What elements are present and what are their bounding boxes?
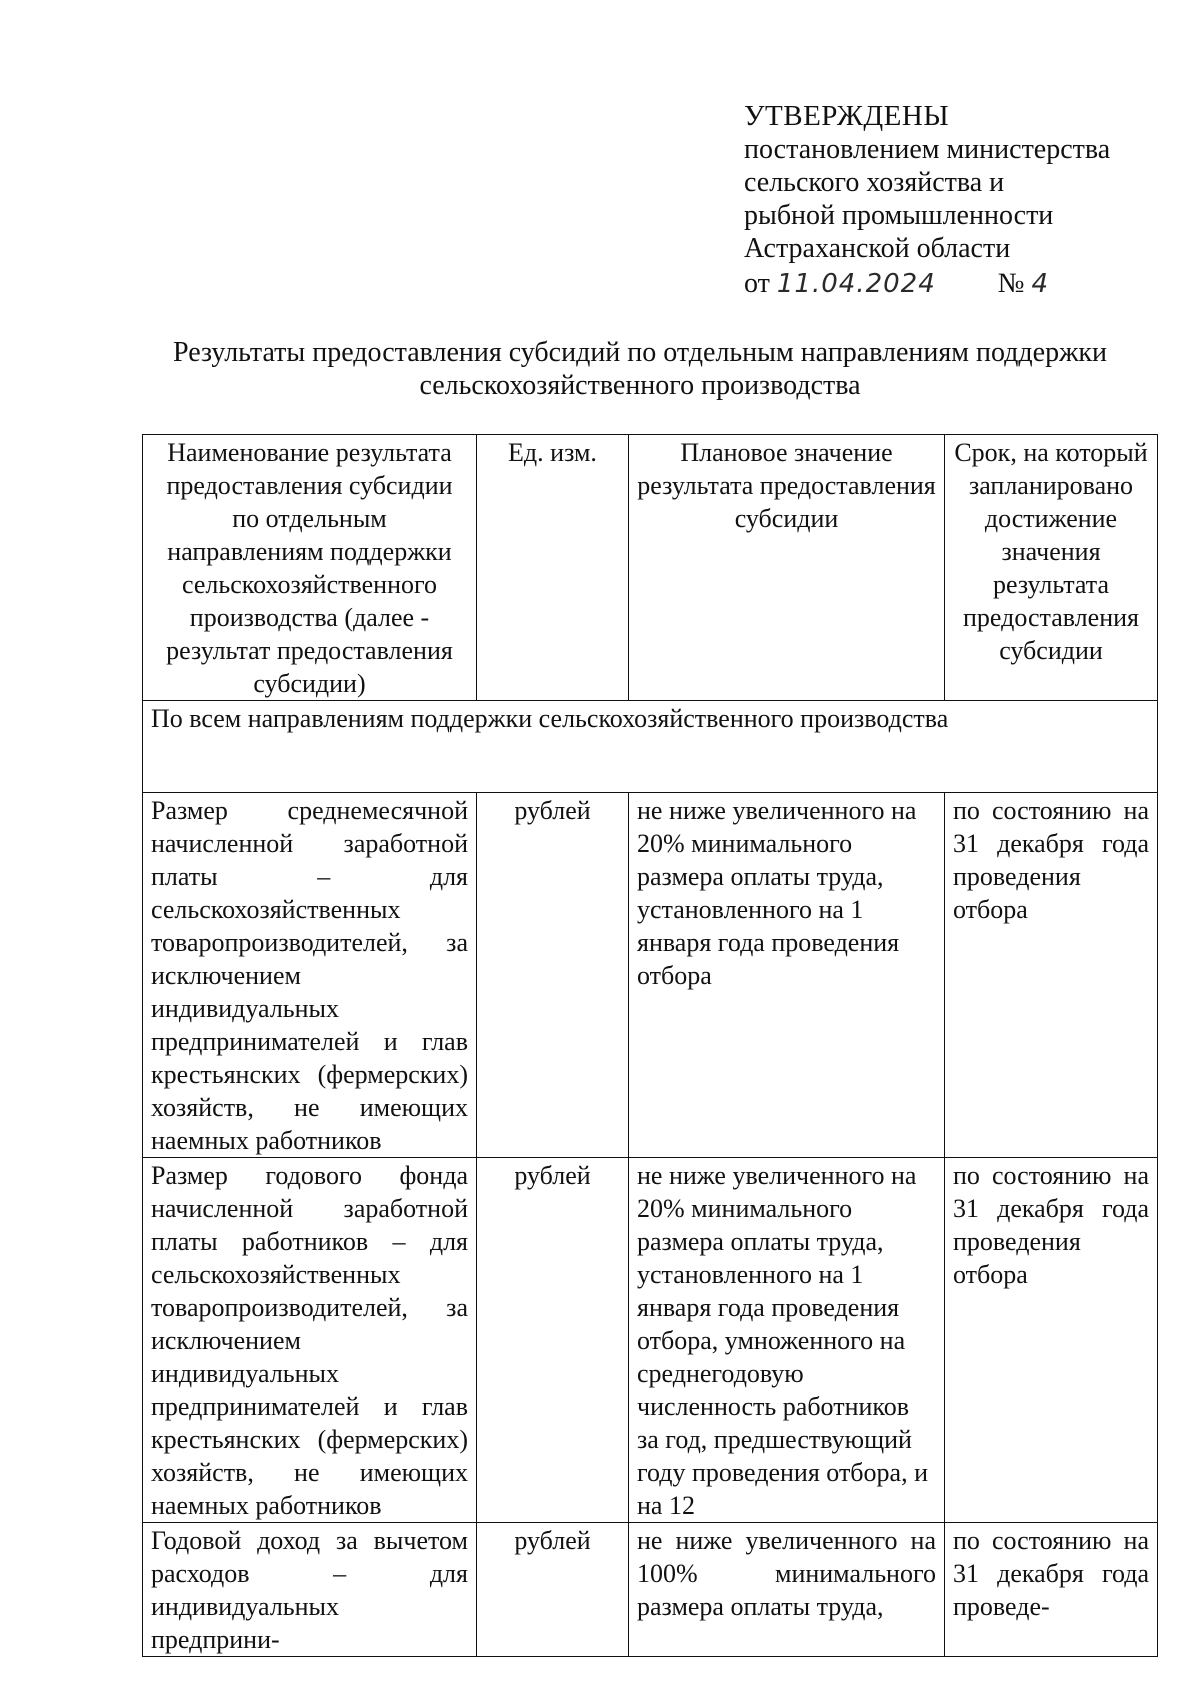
row-result-name: Годовой доход за вычетом расходов – для индивидуальных предприни- <box>143 1523 477 1657</box>
results-table <box>142 434 1158 1657</box>
approval-line: рыбной промышленности <box>744 200 1054 231</box>
row-plan-value: не ниже увеличенного на 100% минимального размера оплаты труда, <box>629 1523 945 1657</box>
handwritten-number: 4 <box>1031 269 1050 299</box>
approval-date-line <box>744 267 1110 301</box>
row-unit: рублей <box>477 1523 629 1657</box>
table-row <box>143 1158 1158 1523</box>
date-prefix: от <box>744 268 770 299</box>
approval-line: постановлением министерства <box>744 134 1111 165</box>
row-term: по состоянию на 31 декабря года проведения отбора <box>945 1158 1158 1523</box>
section-title: По всем направлениям поддержки сельскохозяйственного производства <box>143 701 1158 793</box>
handwritten-date: 11.04.2024 <box>776 269 936 299</box>
row-unit: рублей <box>477 793 629 1158</box>
document-title-line-1: Результаты предоставления субсидий по отдельным направлениям поддержки <box>172 337 1108 368</box>
table-row <box>143 1523 1158 1657</box>
row-result-name: Размер среднемесячной начисленной заработной платы – для сельскохозяйственных товаропроизводителей, за исключением индивидуальных предпринимателей и глав крестьянских (фермерских) хозяйств, не имеющих наемных работников <box>143 793 477 1158</box>
header-result-name: Наименование результата предоставления субсидии по отдельным направлениям поддержки сельскохозяйственного производства (далее - результат предоставления субсидии) <box>143 435 477 701</box>
row-plan-value: не ниже увеличенного на 20% минимального размера оплаты труда, установленного на 1 января года проведения отбора, умноженного на среднегодовую численность работников за год, предшествующий году проведения отбора, и на 12 <box>629 1158 945 1523</box>
document-title-line-2: сельскохозяйственного производства <box>419 370 861 401</box>
approval-line: сельского хозяйства и <box>744 167 1005 198</box>
row-term: по состоянию на 31 декабря года проведения отбора <box>945 793 1158 1158</box>
header-plan-value: Плановое значение результата предоставления субсидии <box>629 435 945 701</box>
approval-heading: УТВЕРЖДЕНЫ <box>744 100 950 132</box>
table-header-row <box>143 435 1158 701</box>
row-unit: рублей <box>477 1158 629 1523</box>
table-row <box>143 793 1158 1158</box>
row-term: по состоянию на 31 декабря года проведе- <box>945 1523 1158 1657</box>
row-result-name: Размер годового фонда начисленной заработной платы работников – для сельскохозяйственных товаропроизводителей, за исключением индивидуальных предпринимателей и глав крестьянских (фермерских) хозяйств, не имеющих наемных работников <box>143 1158 477 1523</box>
approval-line: Астраханской области <box>744 233 1011 264</box>
approval-block <box>744 100 1110 301</box>
document-title <box>140 336 1140 402</box>
table-section-row <box>143 701 1158 793</box>
row-plan-value: не ниже увеличенного на 20% минимального размера оплаты труда, установленного на 1 января года проведения отбора <box>629 793 945 1158</box>
header-term: Срок, на который запланировано достижение значения результата предоставления субсидии <box>945 435 1158 701</box>
number-prefix: № <box>997 268 1025 299</box>
header-unit: Ед. изм. <box>477 435 629 701</box>
